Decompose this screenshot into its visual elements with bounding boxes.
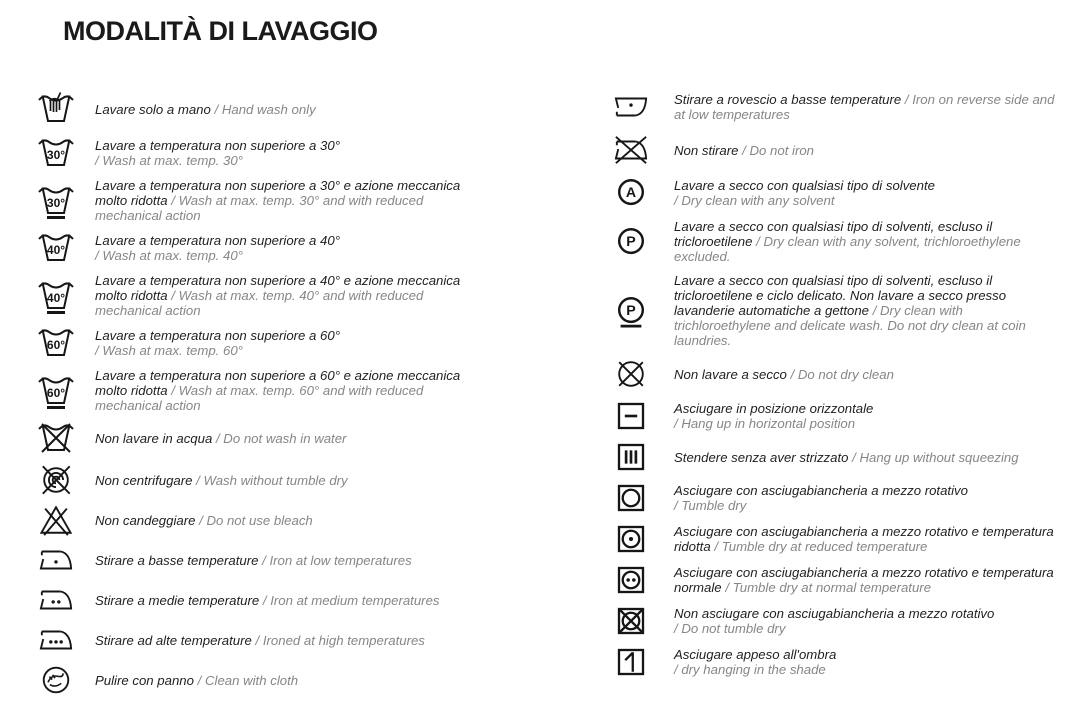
do-not-tumble-dry-icon: [612, 605, 650, 637]
tumble-dry-icon: [612, 482, 650, 514]
separator-slash: /: [721, 580, 733, 595]
dry-flat-icon: [612, 400, 650, 432]
label-english: Iron on reverse side and at low temperatures: [674, 92, 1055, 122]
label-italian: Non asciugare con asciugabiancheria a mezzo rotativo: [674, 606, 995, 621]
care-symbol-text: [674, 92, 1057, 122]
iron-reverse-low-icon: [612, 90, 650, 124]
care-symbol-row: [33, 463, 488, 497]
care-symbol-row: [612, 441, 1057, 473]
care-symbol-row: [33, 368, 488, 413]
label-english: Dry clean with trichloroethylene and delicate wash. Do not dry clean at coin laundries.: [674, 303, 1026, 348]
care-symbol-text: [95, 273, 488, 318]
symbol-columns: [0, 90, 1090, 703]
dry-in-shade-icon: [612, 646, 650, 678]
label-english: Wash without tumble dry: [203, 472, 348, 488]
label-english: Hang up without squeezing: [859, 449, 1019, 465]
label-italian: Non stirare: [674, 142, 739, 158]
column-right: [612, 90, 1057, 687]
label-english: dry hanging in the shade: [681, 662, 826, 677]
separator-slash: /: [738, 142, 750, 158]
label-english: Wash at max. temp. 60°: [102, 343, 243, 358]
iron-medium-icon: [33, 583, 79, 617]
separator-slash: /: [193, 672, 205, 688]
label-english: Wash at max. temp. 40° and with reduced mechanical action: [95, 288, 424, 318]
hand-wash-icon: [33, 90, 79, 128]
care-symbol-text: [674, 565, 1057, 595]
svg-text:P: P: [626, 233, 636, 250]
care-symbol-text: [95, 673, 488, 688]
care-symbol-text: [674, 606, 1057, 636]
separator-slash: /: [95, 343, 103, 358]
separator-slash: /: [212, 430, 224, 446]
label-english: Do not dry clean: [797, 366, 894, 382]
label-english: Do not tumble dry: [681, 621, 786, 636]
label-italian: Stirare ad alte temperature: [95, 632, 252, 648]
wash-40-icon: [33, 229, 79, 267]
label-english: Wash at max. temp. 30° and with reduced mechanical action: [95, 193, 424, 223]
svg-text:30°: 30°: [46, 195, 66, 210]
care-symbol-row: [33, 229, 488, 267]
care-symbol-text: [95, 233, 488, 263]
label-italian: Non lavare in acqua: [95, 430, 213, 446]
do-not-spin-icon: [33, 463, 79, 497]
separator-slash: /: [195, 512, 207, 528]
care-symbol-text: [95, 102, 488, 117]
label-italian: Asciugare con asciugabiancheria a mezzo rotativo e temperatura ridotta: [674, 524, 1054, 554]
care-symbol-row: [33, 273, 488, 318]
care-symbol-row: [33, 178, 488, 223]
do-not-dry-clean-icon: [612, 357, 650, 391]
separator-slash: /: [848, 449, 860, 465]
care-symbol-row: [33, 623, 488, 657]
svg-text:30°: 30°: [46, 148, 66, 162]
separator-slash: /: [710, 539, 722, 554]
label-italian: Lavare a temperatura non superiore a 60°: [95, 328, 340, 343]
care-symbol-row: [612, 90, 1057, 124]
label-italian: Lavare a temperatura non superiore a 30°: [95, 138, 340, 153]
svg-text:40°: 40°: [46, 243, 66, 257]
label-english: Dry clean with any solvent, trichloroethylene excluded.: [674, 234, 1021, 264]
label-italian: Asciugare con asciugabiancheria a mezzo rotativo e temperatura normale: [674, 565, 1054, 595]
care-symbol-text: [95, 431, 488, 446]
label-italian: Asciugare in posizione orizzontale: [674, 401, 874, 416]
drip-dry-icon: [612, 441, 650, 473]
separator-slash: /: [251, 632, 263, 648]
svg-text:P: P: [626, 302, 636, 319]
care-symbol-text: [674, 647, 1057, 677]
label-italian: Non candeggiare: [95, 512, 196, 528]
care-symbol-row: [33, 324, 488, 362]
iron-high-icon: [33, 623, 79, 657]
label-italian: Non lavare a secco: [674, 366, 787, 382]
care-symbol-row: [612, 357, 1057, 391]
care-symbol-text: [95, 513, 488, 528]
wash-60-icon: [33, 324, 79, 362]
label-english: Wash at max. temp. 30°: [102, 153, 243, 168]
dry-clean-any-solvent-icon: [612, 176, 650, 210]
care-symbol-row: [612, 482, 1057, 514]
label-english: Hang up in horizontal position: [681, 416, 856, 431]
care-symbol-row: [33, 583, 488, 617]
care-symbol-text: [674, 219, 1057, 264]
label-english: Tumble dry: [681, 498, 747, 513]
label-italian: Pulire con panno: [95, 672, 194, 688]
label-english: Do not wash in water: [223, 430, 347, 446]
label-english: Tumble dry at reduced temperature: [721, 539, 928, 554]
separator-slash: /: [258, 552, 270, 568]
care-symbol-row: [612, 273, 1057, 348]
tumble-dry-low-icon: [612, 523, 650, 555]
care-symbol-text: [95, 553, 488, 568]
iron-low-icon: [33, 543, 79, 577]
separator-slash: /: [674, 621, 682, 636]
label-italian: Lavare solo a mano: [95, 101, 211, 117]
care-symbol-row: [33, 543, 488, 577]
care-symbol-row: [612, 400, 1057, 432]
care-symbol-row: [612, 133, 1057, 167]
care-symbol-text: [674, 401, 1057, 431]
label-italian: Stendere senza aver strizzato: [674, 449, 849, 465]
care-symbol-text: [674, 143, 1057, 158]
care-symbol-text: [95, 473, 488, 488]
label-english: Wash at max. temp. 60° and with reduced mechanical action: [95, 383, 424, 413]
care-symbol-row: [612, 219, 1057, 264]
separator-slash: /: [752, 234, 764, 249]
wash-40-reduced-icon: [33, 277, 79, 315]
wash-30-icon: [33, 134, 79, 172]
care-symbol-text: [674, 483, 1057, 513]
care-symbol-text: [674, 273, 1057, 348]
separator-slash: /: [674, 662, 682, 677]
label-english: Iron at low temperatures: [269, 552, 412, 568]
label-italian: Lavare a temperatura non superiore a 40°: [95, 233, 340, 248]
care-symbol-row: [33, 419, 488, 457]
svg-text:A: A: [625, 184, 637, 201]
column-left: [33, 90, 488, 703]
care-symbol-row: [612, 605, 1057, 637]
label-italian: Asciugare appeso all'ombra: [674, 647, 837, 662]
label-english: Wash at max. temp. 40°: [102, 248, 243, 263]
label-english: Do not iron: [749, 142, 815, 158]
care-symbol-text: [95, 138, 488, 168]
label-italian: Lavare a temperatura non superiore a 40° e azione meccanica molto ridotta: [95, 273, 461, 303]
label-english: Iron at medium temperatures: [270, 592, 440, 608]
label-english: Clean with cloth: [204, 672, 299, 688]
label-italian: Stirare a basse temperature: [95, 552, 259, 568]
care-symbol-row: [612, 646, 1057, 678]
do-not-bleach-icon: [33, 503, 79, 537]
separator-slash: /: [167, 288, 179, 303]
separator-slash: /: [674, 416, 682, 431]
label-italian: Lavare a temperatura non superiore a 60° e azione meccanica molto ridotta: [95, 368, 461, 398]
care-symbol-row: [612, 564, 1057, 596]
label-italian: Asciugare con asciugabiancheria a mezzo rotativo: [674, 483, 968, 498]
care-symbol-text: [674, 524, 1057, 554]
do-not-iron-icon: [612, 133, 650, 167]
separator-slash: /: [95, 153, 103, 168]
wash-60-reduced-icon: [33, 372, 79, 410]
care-symbol-text: [95, 633, 488, 648]
label-italian: Lavare a secco con qualsiasi tipo di solventi, escluso il tricloroetilene e ciclo delicato. Non lavare a secco presso lavanderie automatiche a gettone: [674, 273, 1007, 318]
care-symbol-text: [95, 178, 488, 223]
separator-slash: /: [674, 193, 682, 208]
label-italian: Non centrifugare: [95, 472, 193, 488]
separator-slash: /: [167, 383, 179, 398]
care-symbol-row: [612, 176, 1057, 210]
separator-slash: /: [786, 366, 798, 382]
care-symbol-row: [612, 523, 1057, 555]
label-italian: Stirare a medie temperature: [95, 592, 260, 608]
separator-slash: /: [259, 592, 271, 608]
separator-slash: /: [95, 248, 103, 263]
care-symbol-text: [95, 328, 488, 358]
care-symbol-text: [674, 178, 1057, 208]
label-english: Dry clean with any solvent: [681, 193, 835, 208]
svg-text:60°: 60°: [46, 338, 66, 352]
label-english: Do not use bleach: [206, 512, 313, 528]
care-symbol-text: [95, 368, 488, 413]
care-symbol-row: [33, 503, 488, 537]
separator-slash: /: [901, 92, 913, 107]
label-english: Ironed at high temperatures: [262, 632, 425, 648]
separator-slash: /: [210, 101, 222, 117]
label-italian: Lavare a secco con qualsiasi tipo di solvente: [674, 178, 935, 193]
separator-slash: /: [674, 498, 682, 513]
wash-30-reduced-icon: [33, 182, 79, 220]
label-english: Hand wash only: [221, 101, 316, 117]
page-title: MODALITÀ DI LAVAGGIO: [63, 16, 378, 46]
care-symbol-row: [33, 134, 488, 172]
separator-slash: /: [192, 472, 204, 488]
care-symbol-text: [674, 450, 1057, 465]
svg-text:60°: 60°: [46, 385, 66, 400]
label-italian: Lavare a temperatura non superiore a 30° e azione meccanica molto ridotta: [95, 178, 461, 208]
dry-clean-P-delicate-icon: [612, 294, 650, 328]
separator-slash: /: [167, 193, 179, 208]
tumble-dry-normal-icon: [612, 564, 650, 596]
care-symbol-row: [33, 90, 488, 128]
label-italian: Stirare a rovescio a basse temperature: [674, 92, 902, 107]
svg-text:40°: 40°: [46, 290, 66, 305]
label-italian: Lavare a secco con qualsiasi tipo di solventi, escluso il tricloroetilene: [674, 219, 993, 249]
do-not-wash-icon: [33, 419, 79, 457]
separator-slash: /: [869, 303, 881, 318]
care-symbol-text: [674, 367, 1057, 382]
label-english: Tumble dry at normal temperature: [732, 580, 932, 595]
dry-clean-P-icon: [612, 225, 650, 259]
care-symbol-text: [95, 593, 488, 608]
